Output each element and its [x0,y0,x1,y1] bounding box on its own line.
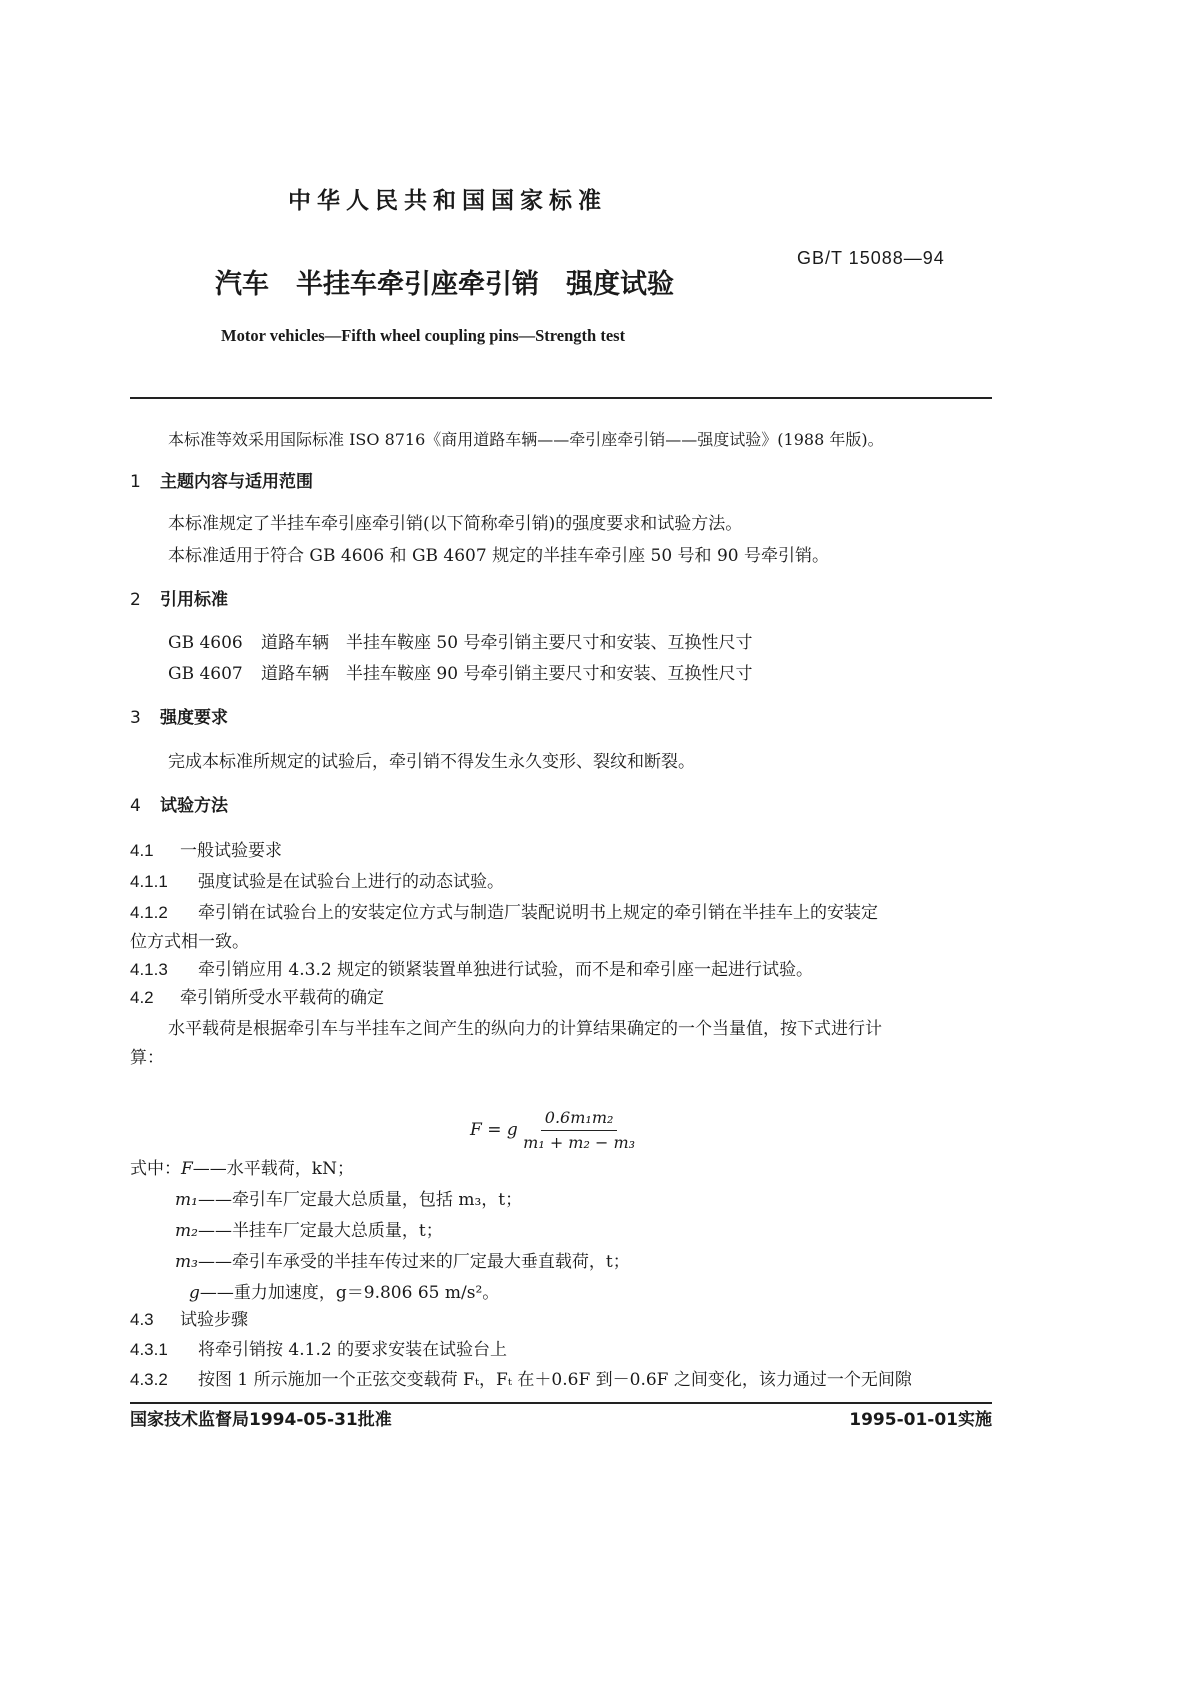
clause-4-1-3 [130,960,813,980]
clause-4-3-2 [130,1370,912,1390]
reference-code: GB 4607 [168,664,243,684]
reference-title: 道路车辆 半挂车鞍座 90 号牵引销主要尺寸和安装、互换性尺寸 [261,664,753,684]
where-item [175,1252,630,1272]
reference-code: GB 4606 [168,633,243,653]
symbol-definition: ——重力加速度，g＝9.806 65 m/s²。 [199,1283,500,1303]
clause-text: 按图 1 所示施加一个正弦交变载荷 Fₜ，Fₜ 在＋0.6F 到－0.6F 之间变化，该力通过一个无间隙 [198,1370,912,1390]
paragraph-continuation: 算： [130,1048,164,1068]
section-title: 引用标准 [160,590,228,610]
title-cn: 汽车 半挂车牵引座牵引销 强度试验 [215,269,674,300]
section-title: 强度要求 [160,708,228,728]
clause-number: 4.3.1 [130,1340,168,1359]
formula-fraction [523,1108,635,1153]
paragraph: 水平载荷是根据牵引车与半挂车之间产生的纵向力的计算结果确定的一个当量值，按下式进行计 [168,1019,882,1039]
symbol: m₁ [175,1190,198,1210]
clause-text: 牵引销在试验台上的安装定位方式与制造厂装配说明书上规定的牵引销在半挂车上的安装定 [198,903,878,923]
clause-continuation: 位方式相一致。 [130,932,249,952]
formula-lhs: F = g [470,1120,518,1140]
title-en: Motor vehicles—Fifth wheel coupling pins—Strength test [221,326,626,345]
clause-4-3 [130,1310,248,1330]
where-label: 式中： [130,1159,181,1179]
clause-4-1-2 [130,903,878,923]
symbol: g [189,1283,200,1303]
clause-4-2 [130,988,384,1008]
header-divider [130,397,992,399]
section-3-heading [130,708,228,728]
clause-number: 4.3.2 [130,1370,168,1389]
section-title: 试验方法 [160,796,228,816]
clause-4-3-1 [130,1340,507,1360]
clause-4-1 [130,841,282,861]
section-2-heading [130,590,228,610]
where-item [175,1221,443,1241]
where-item [130,1159,354,1179]
formula-numerator: 0.6m₁m₂ [541,1108,618,1131]
section-title: 主题内容与适用范围 [160,472,313,492]
national-standard-heading: 中华人民共和国国家标准 [288,188,607,214]
clause-text: 将牵引销按 4.1.2 的要求安装在试验台上 [198,1340,508,1360]
footer-divider [130,1402,992,1404]
symbol: F [181,1159,193,1179]
approval-date: 国家技术监督局1994-05-31批准 [130,1410,392,1430]
section-number: 2 [130,590,141,610]
clause-text: 一般试验要求 [180,841,282,861]
section-number: 4 [130,796,141,816]
where-item [175,1190,522,1210]
reference-item [168,664,752,684]
effective-date: 1995-01-01实施 [849,1410,992,1430]
where-item [189,1283,499,1303]
reference-item [168,633,752,653]
section-number: 3 [130,708,141,728]
clause-text: 牵引销应用 4.3.2 规定的锁紧装置单独进行试验，而不是和牵引座一起进行试验。 [198,960,814,980]
standard-code: GB/T 15088—94 [797,248,945,268]
reference-title: 道路车辆 半挂车鞍座 50 号牵引销主要尺寸和安装、互换性尺寸 [261,633,753,653]
symbol-definition: ——半挂车厂定最大总质量，t； [197,1221,443,1241]
section-4-heading [130,796,228,816]
section-1-heading [130,472,313,492]
symbol: m₂ [175,1221,198,1241]
clause-text: 牵引销所受水平载荷的确定 [180,988,384,1008]
clause-number: 4.2 [130,988,154,1007]
clause-number: 4.3 [130,1310,154,1329]
section-number: 1 [130,472,141,492]
formula [470,1108,635,1153]
clause-4-1-1 [130,872,504,892]
clause-number: 4.1.3 [130,960,168,979]
clause-number: 4.1.1 [130,872,168,891]
clause-number: 4.1.2 [130,903,168,922]
paragraph: 完成本标准所规定的试验后，牵引销不得发生永久变形、裂纹和断裂。 [168,752,695,772]
symbol-definition: ——牵引车承受的半挂车传过来的厂定最大垂直载荷，t； [197,1252,630,1272]
symbol-definition: ——水平载荷，kN； [192,1159,354,1179]
intro-paragraph: 本标准等效采用国际标准 ISO 8716《商用道路车辆——牵引座牵引销——强度试验》(1988 年版)。 [168,430,884,449]
clause-text: 强度试验是在试验台上进行的动态试验。 [198,872,504,892]
formula-denominator: m₁ + m₂ − m₃ [523,1133,636,1152]
paragraph: 本标准规定了半挂车牵引座牵引销(以下简称牵引销)的强度要求和试验方法。 [168,514,743,534]
clause-text: 试验步骤 [180,1310,248,1330]
paragraph: 本标准适用于符合 GB 4606 和 GB 4607 规定的半挂车牵引座 50 号和 90 号牵引销。 [168,546,829,566]
symbol-definition: ——牵引车厂定最大总质量，包括 m₃，t； [197,1190,523,1210]
symbol: m₃ [175,1252,198,1272]
clause-number: 4.1 [130,841,154,860]
